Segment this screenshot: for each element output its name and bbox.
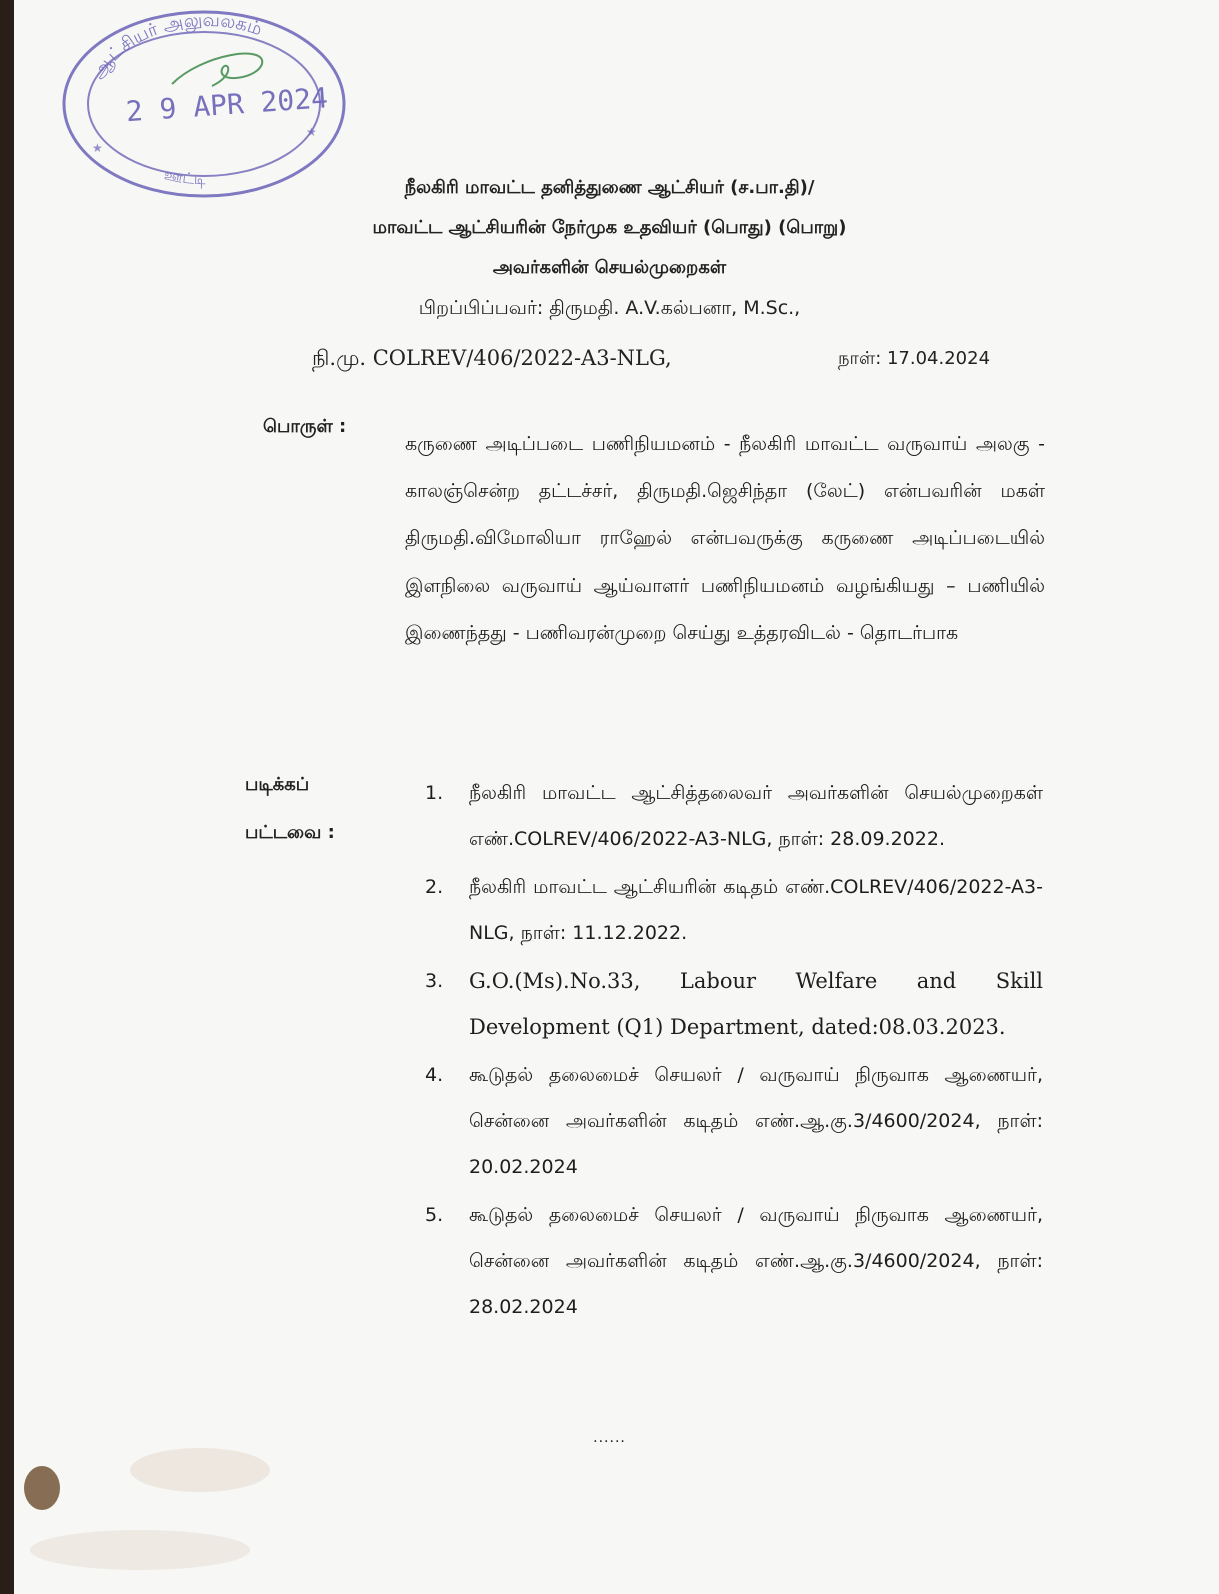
references-label-line2: பட்டவை : (245, 822, 335, 843)
svg-text:★: ★ (306, 125, 317, 139)
reference-text: நீலகிரி மாவட்ட ஆட்சியரின் கடிதம் எண்.COLREV/406/2022-A3-NLG, நாள்: 11.12.2022. (469, 876, 1043, 944)
references-list (425, 770, 1043, 1332)
issuer-line: பிறப்பிப்பவர்: திருமதி. A.V.கல்பனா, M.Sc., (418, 297, 801, 319)
header-line-1: நீலகிரி மாவட்ட தனித்துணை ஆட்சியர் (ச.பா.தி)/ (404, 177, 815, 198)
reference-number: 5. (425, 1204, 444, 1226)
reference-text: கூடுதல் தலைமைச் செயலர் / வருவாய் நிருவாக ஆணையர், சென்னை அவர்களின் கடிதம் எண்.ஆ.கு.3/4600/2024, நாள்: 28.02.2024 (469, 1204, 1043, 1318)
paper-smudge (20, 1400, 340, 1594)
continuation-marker: ...... (593, 1430, 626, 1446)
header-line-3: அவர்களின் செயல்முறைகள் (492, 257, 727, 278)
reference-number: 4. (425, 1064, 444, 1086)
svg-text:★: ★ (92, 141, 103, 155)
file-number: நி.மு. COLREV/406/2022-A3-NLG, (312, 346, 672, 370)
reference-number: 3. (425, 970, 444, 992)
reference-number: 1. (425, 782, 444, 804)
office-date-stamp (52, 4, 352, 204)
subject-text: கருணை அடிப்படை பணிநியமனம் - நீலகிரி மாவட்ட வருவாய் அலகு - காலஞ்சென்ற தட்டச்சர், திருமதி.ஜெசிந்தா (லேட்) என்பவரின் மகள் திருமதி.விமோலியா ராஹேல் என்பவருக்கு கருணை அடிப்படையில் இளநிலை வருவாய் ஆய்வாளர் பணிநியமனம் வழங்கியது – பணியில் இணைந்தது - பணிவரன்முறை செய்து உத்தரவிடல் - தொடர்பாக (405, 433, 1045, 644)
stamp-place: ஊட்டி (162, 165, 207, 189)
stamp-date: 2 9 APR 2024 (124, 81, 329, 129)
svg-text:ஆட்சியர் அலுவலகம் (88, 10, 265, 83)
reference-text: கூடுதல் தலைமைச் செயலர் / வருவாய் நிருவாக ஆணையர், சென்னை அவர்களின் கடிதம் எண்.ஆ.கு.3/4600/2024, நாள்: 20.02.2024 (469, 1064, 1043, 1178)
reference-text: G.O.(Ms).No.33, Labour Welfare and Skill Development (Q1) Department, dated:08.03.2023. (469, 969, 1043, 1039)
reference-item (425, 958, 1043, 1050)
reference-item (425, 864, 1043, 956)
reference-item (425, 1052, 1043, 1190)
header-line-2: மாவட்ட ஆட்சியரின் நேர்முக உதவியர் (பொது) (பொறு) (372, 217, 847, 238)
subject-label: பொருள் : (263, 416, 347, 437)
reference-item (425, 1192, 1043, 1330)
order-date: நாள்: 17.04.2024 (838, 348, 991, 369)
reference-text: நீலகிரி மாவட்ட ஆட்சித்தலைவர் அவர்களின் செயல்முறைகள் எண்.COLREV/406/2022-A3-NLG, நாள்: 28.09.2022. (469, 782, 1043, 850)
reference-row (312, 346, 1032, 376)
stamp-office-text: ஆட்சியர் அலுவலகம் (87, 9, 265, 84)
references-label-line1: படிக்கப் (245, 774, 310, 795)
reference-item (425, 770, 1043, 862)
signature-mark (172, 54, 262, 86)
reference-number: 2. (425, 876, 444, 898)
